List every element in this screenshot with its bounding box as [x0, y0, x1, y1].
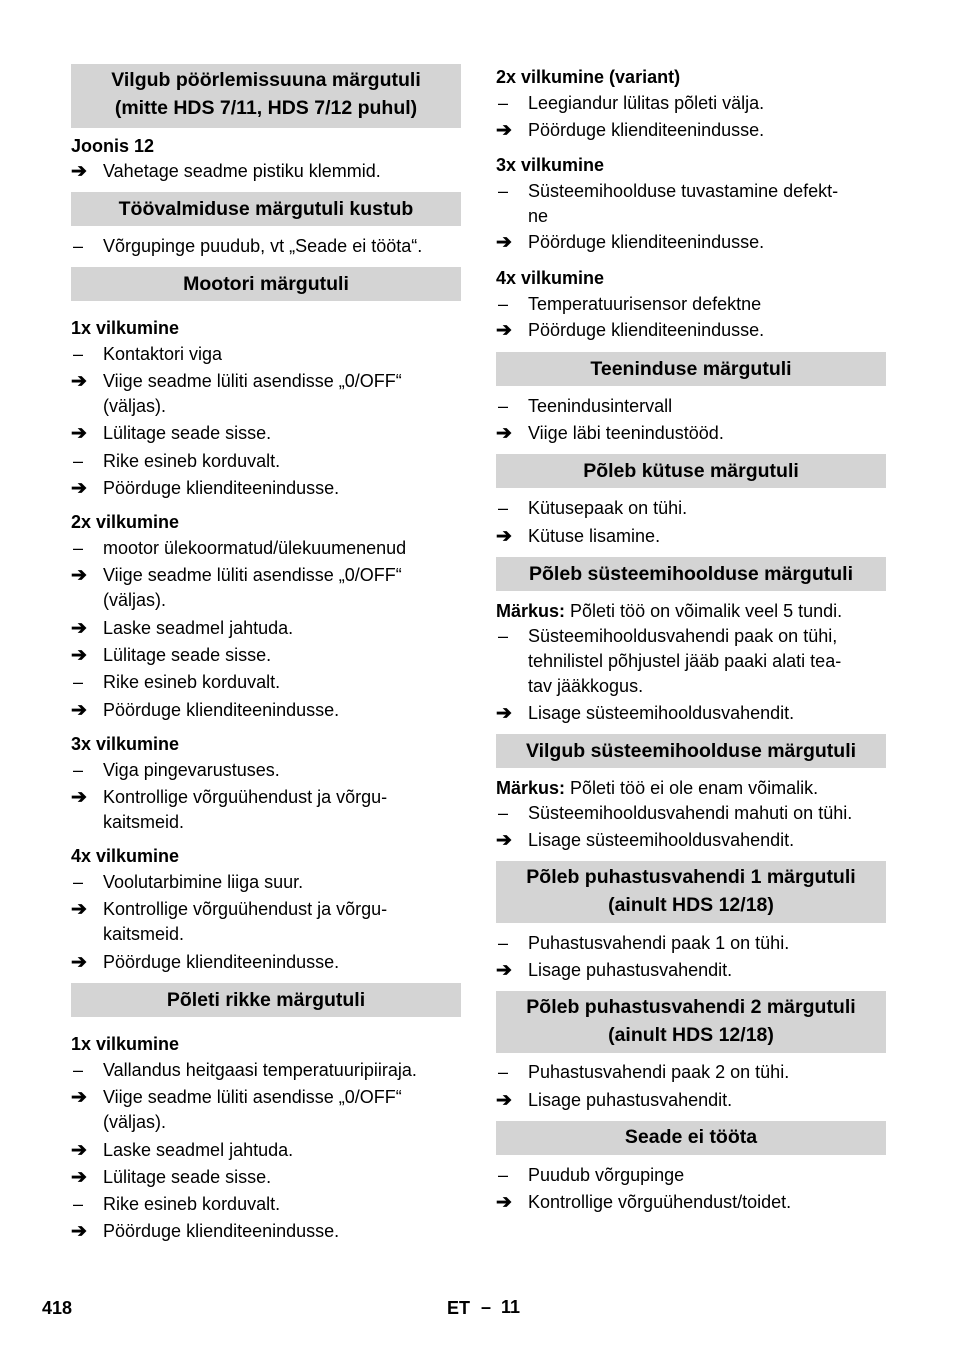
item-text: tehnilistel põhjustel jääb paaki alati tea- [528, 651, 842, 671]
heading-line: (mitte HDS 7/11, HDS 7/12 puhul) [114, 97, 418, 119]
list-item [496, 318, 886, 343]
list-item [496, 118, 886, 143]
section-heading-motor-indicator: Mootori märgutuli [71, 267, 461, 301]
item-text: (väljas). [103, 396, 167, 416]
item-text: Pöörduge klienditeenindusse. [103, 478, 340, 498]
arrow-icon: ➔ [71, 952, 87, 973]
list-item [496, 230, 886, 255]
item-text: Pöörduge klienditeenindusse. [103, 700, 340, 720]
item-text: (väljas). [103, 590, 167, 610]
item-text: (väljas). [103, 1112, 167, 1132]
item-text: kaitsmeid. [103, 924, 185, 944]
section-heading-burner-fault: Põleti rikke märgutuli [71, 983, 461, 1017]
list-item [496, 931, 886, 956]
arrow-icon: ➔ [71, 700, 87, 721]
list-item [71, 897, 461, 947]
subheading: 4x vilkumine [71, 846, 180, 866]
list-item [71, 1085, 461, 1135]
list-item [71, 758, 461, 783]
item-text: Viga pingevarustuses. [103, 760, 280, 780]
dash-bullet: – [73, 451, 84, 471]
item-text: Puhastusvahendi paak 2 on tühi. [528, 1062, 790, 1082]
item-text: Vallandus heitgaasi temperatuuripiiraja. [103, 1060, 417, 1080]
arrow-icon: ➔ [496, 423, 512, 444]
dash-bullet: – [73, 1194, 84, 1214]
list-item [71, 449, 461, 474]
item-text: mootor ülekoormatud/ülekuumenenud [103, 538, 407, 558]
item-text: Rike esineb korduvalt. [103, 1194, 281, 1214]
arrow-icon: ➔ [496, 1090, 512, 1111]
item-text: Lisage süsteemihooldusvahendit. [528, 703, 795, 723]
heading-line: Vilgub pöörlemissuuna märgutuli [111, 69, 421, 91]
dash-bullet: – [498, 803, 509, 823]
item-text: Laske seadmel jahtuda. [103, 618, 294, 638]
item-text: Viige seadme lüliti asendisse „0/OFF“ [103, 371, 402, 391]
item-text: Lisage puhastusvahendit. [528, 960, 733, 980]
list-item [496, 1190, 886, 1215]
item-text: Rike esineb korduvalt. [103, 672, 281, 692]
list-item [71, 536, 461, 561]
list-item [71, 159, 461, 184]
arrow-icon: ➔ [496, 1192, 512, 1213]
list-item [496, 292, 886, 317]
list-item [71, 1219, 461, 1244]
list-item [496, 496, 886, 521]
item-text: tav jääkkogus. [528, 676, 644, 696]
list-item [496, 179, 886, 229]
list-item [71, 1165, 461, 1190]
dash-bullet: – [498, 498, 509, 518]
item-text: Kontrollige võrguühendust/toidet. [528, 1192, 792, 1212]
figure-reference: Joonis 12 [71, 136, 155, 156]
item-text: Kontrollige võrguühendust ja võrgu- [103, 899, 388, 919]
item-text: Viige seadme lüliti asendisse „0/OFF“ [103, 1087, 402, 1107]
subheading: 3x vilkumine [496, 155, 605, 175]
list-item [71, 870, 461, 895]
item-text: Temperatuurisensor defektne [528, 294, 762, 314]
arrow-icon: ➔ [71, 645, 87, 666]
list-item [496, 958, 886, 983]
item-text: Süsteemihooldusvahendi mahuti on tühi. [528, 803, 853, 823]
arrow-icon: ➔ [496, 830, 512, 851]
subheading: 1x vilkumine [71, 318, 180, 338]
list-item [496, 624, 886, 699]
item-text: Laske seadmel jahtuda. [103, 1140, 294, 1160]
list-item [71, 643, 461, 668]
dash-bullet: – [73, 672, 84, 692]
list-item [71, 563, 461, 613]
dash-bullet: – [498, 181, 509, 201]
arrow-icon: ➔ [71, 1087, 87, 1108]
section-heading-system-care-on: Põleb süsteemihoolduse märgutuli [496, 557, 886, 591]
dash-bullet: – [73, 538, 84, 558]
list-item [71, 785, 461, 835]
list-item [496, 91, 886, 116]
subheading: 4x vilkumine [496, 268, 605, 288]
item-text: Süsteemihooldusvahendi paak on tühi, [528, 626, 838, 646]
item-text: Pöörduge klienditeenindusse. [528, 120, 765, 140]
item-text: Kontrollige võrguühendust ja võrgu- [103, 787, 388, 807]
dash-bullet: – [498, 93, 509, 113]
subheading: 1x vilkumine [71, 1034, 180, 1054]
footer-section-page: 11 [501, 1297, 521, 1317]
list-item [496, 1163, 886, 1188]
list-item [496, 801, 886, 826]
heading-line: Põleb puhastusvahendi 1 märgutuli [526, 866, 856, 888]
list-item [71, 234, 461, 259]
arrow-icon: ➔ [71, 371, 87, 392]
item-text: Pöörduge klienditeenindusse. [528, 320, 765, 340]
item-text: Vahetage seadme pistiku klemmid. [103, 161, 381, 181]
item-text: Lisage süsteemihooldusvahendit. [528, 830, 795, 850]
item-text: Rike esineb korduvalt. [103, 451, 281, 471]
item-text: Pöörduge klienditeenindusse. [528, 232, 765, 252]
list-item [71, 342, 461, 367]
dash-bullet: – [498, 1165, 509, 1185]
dash-bullet: – [73, 344, 84, 364]
note-label: Märkus: [496, 778, 566, 798]
dash-bullet: – [498, 294, 509, 314]
item-text: Teenindusintervall [528, 396, 673, 416]
arrow-icon: ➔ [71, 1167, 87, 1188]
list-item [71, 476, 461, 501]
note-label: Märkus: [496, 601, 566, 621]
heading-line: Põleb puhastusvahendi 2 märgutuli [526, 996, 856, 1018]
subheading: 3x vilkumine [71, 734, 180, 754]
list-item [71, 421, 461, 446]
arrow-icon: ➔ [496, 960, 512, 981]
section-heading-ready-indicator: Töövalmiduse märgutuli kustub [71, 192, 461, 226]
item-text: Puhastusvahendi paak 1 on tühi. [528, 933, 790, 953]
arrow-icon: ➔ [496, 703, 512, 724]
item-text: Lülitage seade sisse. [103, 423, 272, 443]
dash-bullet: – [73, 760, 84, 780]
dash-bullet: – [73, 236, 84, 256]
arrow-icon: ➔ [71, 478, 87, 499]
section-heading-system-care-blink: Vilgub süsteemihoolduse märgutuli [496, 734, 886, 768]
dash-bullet: – [73, 872, 84, 892]
list-item [71, 698, 461, 723]
item-text: Leegiandur lülitas põleti välja. [528, 93, 765, 113]
arrow-icon: ➔ [496, 526, 512, 547]
item-text: Pöörduge klienditeenindusse. [103, 1221, 340, 1241]
arrow-icon: ➔ [71, 899, 87, 920]
list-item [496, 1088, 886, 1113]
arrow-icon: ➔ [71, 161, 87, 182]
item-text: Süsteemihoolduse tuvastamine defekt- [528, 181, 839, 201]
list-item [496, 1060, 886, 1085]
item-text: Voolutarbimine liiga suur. [103, 872, 304, 892]
arrow-icon: ➔ [71, 1221, 87, 1242]
dash-bullet: – [498, 626, 509, 646]
list-item [496, 394, 886, 419]
list-item [71, 1058, 461, 1083]
note [496, 599, 842, 623]
arrow-icon: ➔ [71, 618, 87, 639]
dash-bullet: – [498, 396, 509, 416]
note-text: Põleti töö ei ole enam võimalik. [565, 778, 819, 798]
section-heading-device-not-working: Seade ei tööta [496, 1121, 886, 1155]
dash-bullet: – [498, 1062, 509, 1082]
item-text: Viige seadme lüliti asendisse „0/OFF“ [103, 565, 402, 585]
list-item [71, 1138, 461, 1163]
item-text: Puudub võrgupinge [528, 1165, 685, 1185]
dash-bullet: – [73, 1060, 84, 1080]
item-text: Lisage puhastusvahendit. [528, 1090, 733, 1110]
list-item [496, 524, 886, 549]
list-item [496, 701, 886, 726]
dash-bullet: – [498, 933, 509, 953]
list-item [71, 369, 461, 419]
footer-language: ET [447, 1298, 471, 1318]
list-item [71, 1192, 461, 1217]
note [496, 776, 818, 800]
list-item [71, 950, 461, 975]
arrow-icon: ➔ [496, 320, 512, 341]
list-item [71, 616, 461, 641]
item-text: Võrgupinge puudub, vt „Seade ei tööta“. [103, 236, 423, 256]
list-item [496, 828, 886, 853]
page-number: 418 [42, 1298, 73, 1318]
section-heading-detergent-2 [496, 991, 886, 1053]
item-text: Lülitage seade sisse. [103, 645, 272, 665]
note-text: Põleti töö on võimalik veel 5 tundi. [565, 601, 843, 621]
list-item [71, 670, 461, 695]
section-heading-detergent-1 [496, 861, 886, 923]
heading-line: (ainult HDS 12/18) [608, 894, 774, 916]
heading-line: (ainult HDS 12/18) [608, 1024, 774, 1046]
section-heading-rotation-indicator [71, 64, 461, 128]
arrow-icon: ➔ [71, 565, 87, 586]
arrow-icon: ➔ [71, 787, 87, 808]
list-item [496, 421, 886, 446]
arrow-icon: ➔ [71, 1140, 87, 1161]
item-text: Kontaktori viga [103, 344, 223, 364]
item-text: ne [528, 206, 549, 226]
item-text: Kütuse lisamine. [528, 526, 661, 546]
item-text: Viige läbi teenindustööd. [528, 423, 724, 443]
footer-separator: – [481, 1297, 492, 1317]
subheading: 2x vilkumine (variant) [496, 67, 681, 87]
item-text: Kütusepaak on tühi. [528, 498, 688, 518]
section-heading-service-indicator: Teeninduse märgutuli [496, 352, 886, 386]
subheading: 2x vilkumine [71, 512, 180, 532]
arrow-icon: ➔ [496, 232, 512, 253]
arrow-icon: ➔ [496, 120, 512, 141]
section-heading-fuel-indicator: Põleb kütuse märgutuli [496, 454, 886, 488]
item-text: Pöörduge klienditeenindusse. [103, 952, 340, 972]
item-text: kaitsmeid. [103, 812, 185, 832]
item-text: Lülitage seade sisse. [103, 1167, 272, 1187]
arrow-icon: ➔ [71, 423, 87, 444]
